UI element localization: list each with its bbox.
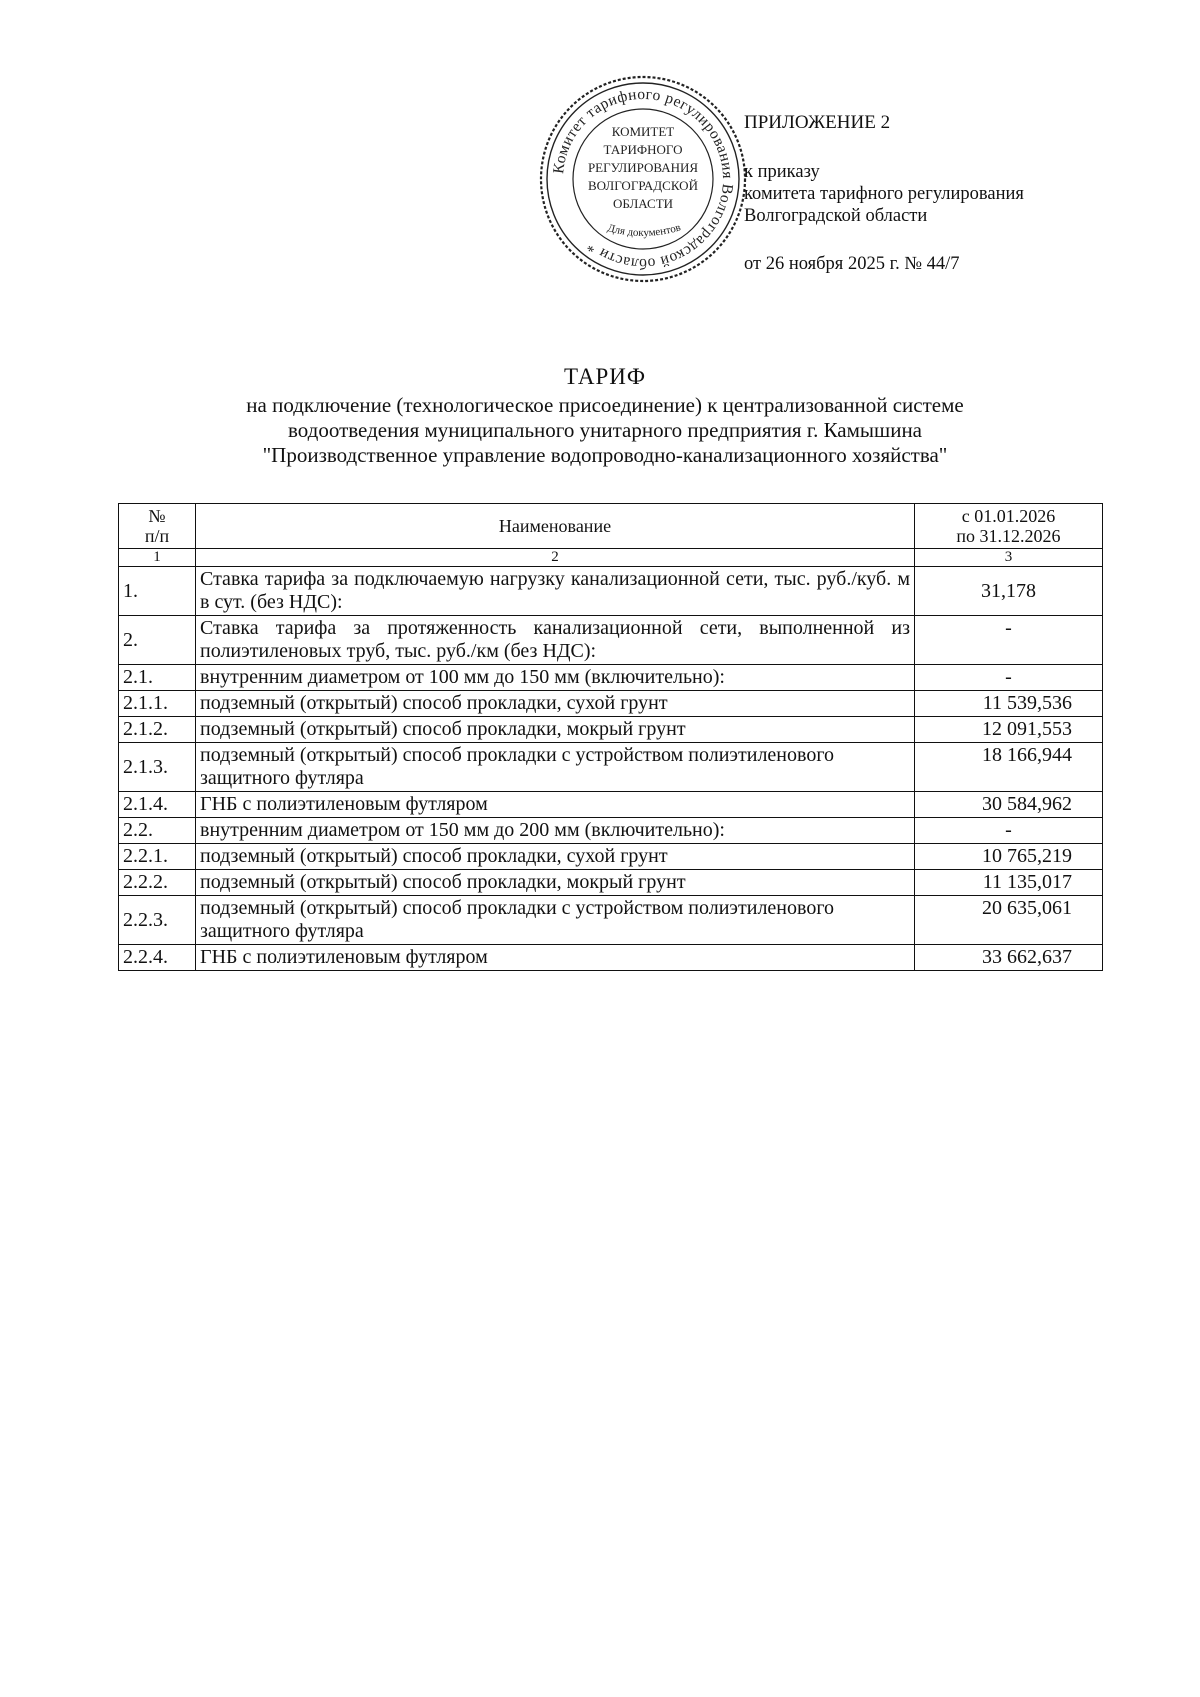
row-number: 2.2.2. xyxy=(119,870,196,896)
row-value: 31,178 xyxy=(915,567,1103,616)
svg-text:ВОЛГОГРАДСКОЙ: ВОЛГОГРАДСКОЙ xyxy=(588,178,698,193)
row-value: 11 539,536 xyxy=(915,691,1103,717)
tariff-table xyxy=(118,503,1103,971)
header-number-line-2: п/п xyxy=(144,526,170,546)
row-number: 2.1.3. xyxy=(119,743,196,792)
row-number: 2.1.1. xyxy=(119,691,196,717)
row-number: 2.2.4. xyxy=(119,945,196,971)
table-row xyxy=(119,567,1103,616)
row-name: подземный (открытый) способ прокладки, сухой грунт xyxy=(196,691,915,717)
appendix-date: от 26 ноября 2025 г. № 44/7 xyxy=(744,254,960,275)
table-index-row xyxy=(119,549,1103,567)
index-cell-2: 2 xyxy=(196,549,915,567)
row-value: 33 662,637 xyxy=(915,945,1103,971)
row-name: Ставка тарифа за подключаемую нагрузку канализационной сети, тыс. руб./куб. м в сут. (без НДС): xyxy=(196,567,915,616)
row-name: подземный (открытый) способ прокладки с устройством полиэтиленового защитного футляра xyxy=(196,743,915,792)
index-cell-3: 3 xyxy=(915,549,1103,567)
appendix-line-region: Волгоградской области xyxy=(744,206,928,227)
row-number: 2.1.4. xyxy=(119,792,196,818)
row-value: - xyxy=(915,818,1103,844)
row-name: Ставка тарифа за протяженность канализационной сети, выполненной из полиэтиленовых труб, тыс. руб./км (без НДС): xyxy=(196,616,915,665)
document-heading xyxy=(120,364,1090,468)
svg-text:Для документов: Для документов xyxy=(606,221,683,240)
row-name: внутренним диаметром от 100 мм до 150 мм (включительно): xyxy=(196,665,915,691)
appendix-line-committee: комитета тарифного регулирования xyxy=(744,183,1024,204)
svg-text:КОМИТЕТ: КОМИТЕТ xyxy=(611,124,675,139)
row-name: подземный (открытый) способ прокладки, мокрый грунт xyxy=(196,717,915,743)
heading-line-1: на подключение (технологическое присоединение) к централизованной системе xyxy=(246,393,964,417)
table-row xyxy=(119,792,1103,818)
row-value: 12 091,553 xyxy=(915,717,1103,743)
svg-text:ТАРИФНОГО: ТАРИФНОГО xyxy=(603,142,683,157)
row-name: ГНБ с полиэтиленовым футляром xyxy=(196,792,915,818)
row-number: 2.1.2. xyxy=(119,717,196,743)
header-period-line-2: по 31.12.2026 xyxy=(956,526,1061,546)
appendix-block xyxy=(744,112,1024,276)
table-row xyxy=(119,743,1103,792)
table-row xyxy=(119,818,1103,844)
document-title: ТАРИФ xyxy=(563,364,647,389)
row-number: 2.2.3. xyxy=(119,896,196,945)
row-number: 2.1. xyxy=(119,665,196,691)
table-row xyxy=(119,896,1103,945)
svg-text:Комитет тарифного регулировани: Комитет тарифного регулирования Волгоградской области * xyxy=(550,85,737,273)
header-number xyxy=(119,504,196,549)
row-name: подземный (открытый) способ прокладки с устройством полиэтиленового защитного футляра xyxy=(196,896,915,945)
row-number: 2. xyxy=(119,616,196,665)
table-row xyxy=(119,717,1103,743)
row-value: 30 584,962 xyxy=(915,792,1103,818)
row-value: 20 635,061 xyxy=(915,896,1103,945)
header-number-line-1: № xyxy=(148,506,166,526)
official-seal xyxy=(536,72,750,286)
row-name: подземный (открытый) способ прокладки, мокрый грунт xyxy=(196,870,915,896)
table-row xyxy=(119,665,1103,691)
row-value: 10 765,219 xyxy=(915,844,1103,870)
row-name: ГНБ с полиэтиленовым футляром xyxy=(196,945,915,971)
row-name: подземный (открытый) способ прокладки, сухой грунт xyxy=(196,844,915,870)
appendix-line-order: к приказу xyxy=(744,161,820,182)
table-row xyxy=(119,691,1103,717)
heading-line-2: водоотведения муниципального унитарного предприятия г. Камышина xyxy=(288,418,922,442)
header-period xyxy=(915,504,1103,549)
table-row xyxy=(119,945,1103,971)
table-row xyxy=(119,844,1103,870)
table-row xyxy=(119,870,1103,896)
row-value: - xyxy=(915,665,1103,691)
table-row xyxy=(119,616,1103,665)
svg-text:ОБЛАСТИ: ОБЛАСТИ xyxy=(612,196,674,211)
row-number: 2.2.1. xyxy=(119,844,196,870)
svg-text:РЕГУЛИРОВАНИЯ: РЕГУЛИРОВАНИЯ xyxy=(587,160,699,175)
index-cell-1: 1 xyxy=(119,549,196,567)
row-number: 1. xyxy=(119,567,196,616)
table-header-row xyxy=(119,504,1103,549)
header-period-line-1: с 01.01.2026 xyxy=(961,506,1056,526)
row-value: 18 166,944 xyxy=(915,743,1103,792)
row-value: 11 135,017 xyxy=(915,870,1103,896)
row-value: - xyxy=(915,616,1103,665)
row-name: внутренним диаметром от 150 мм до 200 мм (включительно): xyxy=(196,818,915,844)
appendix-title: ПРИЛОЖЕНИЕ 2 xyxy=(744,112,891,133)
heading-line-3: "Производственное управление водопроводно-канализационного хозяйства" xyxy=(262,443,948,467)
header-name: Наименование xyxy=(196,504,915,549)
row-number: 2.2. xyxy=(119,818,196,844)
